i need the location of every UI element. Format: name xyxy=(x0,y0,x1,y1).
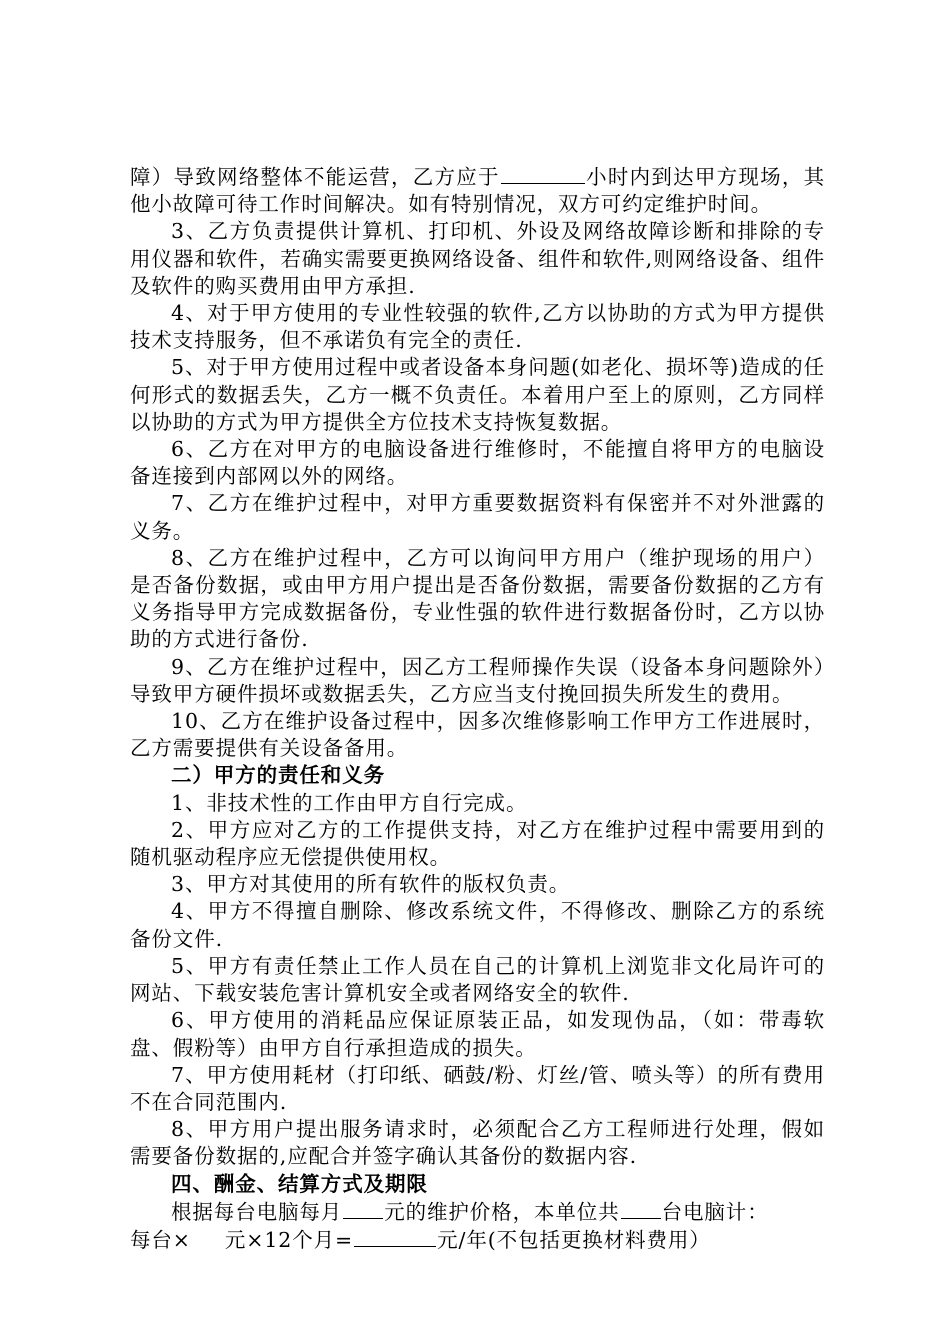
blank-monthly-price-field[interactable] xyxy=(343,1198,383,1219)
blank-annual-total-field[interactable] xyxy=(354,1226,436,1247)
fee-text: 台电脑计： xyxy=(661,1199,769,1224)
paragraph-text: 障）导致网络整体不能运营，乙方应于 xyxy=(130,165,500,189)
party-a-item-7: 7、甲方使用耗材（打印纸、硒鼓/粉、灯丝/管、喷头等）的所有费用不在合同范围内. xyxy=(130,1062,825,1114)
section-heading-party-a: 二）甲方的责任和义务 xyxy=(171,763,385,788)
paragraph-item-3: 3、乙方负责提供计算机、打印机、外设及网络故障诊断和排除的专用仪器和软件，若确实需要更换网络设备、组件和软件,则网络设备、组件及软件的购买费用由甲方承担. xyxy=(130,219,825,298)
blank-hours-field[interactable] xyxy=(501,163,585,184)
paragraph-item-5: 5、对于甲方使用过程中或者设备本身问题(如老化、损坏等)造成的任何形式的数据丢失，乙方一概不负责任。本着用户至上的原则，乙方同样以协助的方式为甲方提供全方位技术支持恢复数据。 xyxy=(130,355,825,434)
fee-text: 每台× xyxy=(130,1227,191,1252)
fee-text: 元/年(不包括更换材料费用） xyxy=(437,1227,711,1252)
party-a-item-5: 5、甲方有责任禁止工作人员在自己的计算机上浏览非文化局许可的网站、下载安装危害计算机安全或者网络安全的软件. xyxy=(130,953,825,1006)
section-heading-fees: 四、酬金、结算方式及期限 xyxy=(171,1171,428,1196)
paragraph-text: 小时内到达甲方现场，其他小故障可待工作时间解决。如有特别情况，双方可约定维护时间。 xyxy=(130,165,825,217)
fee-text: 元×12个月= xyxy=(224,1227,354,1252)
paragraph-item-8: 8、乙方在维护过程中，乙方可以询问甲方用户（维护现场的用户）是否备份数据，或由甲方用户提出是否备份数据，需要备份数据的乙方有义务指导甲方完成数据备份，专业性强的软件进行数据备份时，乙方以协助的方式进行备份. xyxy=(130,545,825,652)
fee-paragraph xyxy=(130,1198,825,1254)
paragraph-item-6: 6、乙方在对甲方的电脑设备进行维修时，不能擅自将甲方的电脑设备连接到内部网以外的网络。 xyxy=(130,437,825,489)
party-a-item-4: 4、甲方不得擅自删除、修改系统文件，不得修改、删除乙方的系统备份文件. xyxy=(130,899,825,951)
paragraph-item-4: 4、对于甲方使用的专业性较强的软件,乙方以协助的方式为甲方提供技术支持服务，但不承诺负有完全的责任. xyxy=(130,301,825,353)
paragraph-item-7: 7、乙方在维护过程中，对甲方重要数据资料有保密并不对外泄露的义务。 xyxy=(130,491,825,543)
party-a-item-3: 3、甲方对其使用的所有软件的版权负责。 xyxy=(171,872,571,897)
paragraph-item-10: 10、乙方在维护设备过程中，因多次维修影响工作甲方工作进展时，乙方需要提供有关设备备用。 xyxy=(130,709,825,761)
blank-computer-count-field[interactable] xyxy=(621,1198,661,1219)
paragraph-response-time xyxy=(130,163,825,218)
paragraph-item-9: 9、乙方在维护过程中，因乙方工程师操作失误（设备本身问题除外）导致甲方硬件损坏或数据丢失，乙方应当支付挽回损失所发生的费用。 xyxy=(130,654,825,706)
contract-page xyxy=(130,163,825,1254)
party-a-item-2: 2、甲方应对乙方的工作提供支持，对乙方在维护过程中需要用到的随机驱动程序应无偿提供使用权。 xyxy=(130,817,825,870)
party-a-item-8: 8、甲方用户提出服务请求时，必须配合乙方工程师进行处理，假如需要备份数据的,应配合并签字确认其备份的数据内容. xyxy=(130,1117,825,1169)
party-a-item-1: 1、非技术性的工作由甲方自行完成。 xyxy=(171,790,528,815)
party-a-item-6: 6、甲方使用的消耗品应保证原装正品，如发现伪品，（如：带毒软盘、假粉等）由甲方自行承担造成的损失。 xyxy=(130,1008,825,1060)
fee-text: 元的维护价格，本单位共 xyxy=(384,1199,620,1224)
fee-text: 根据每台电脑每月 xyxy=(171,1199,343,1224)
